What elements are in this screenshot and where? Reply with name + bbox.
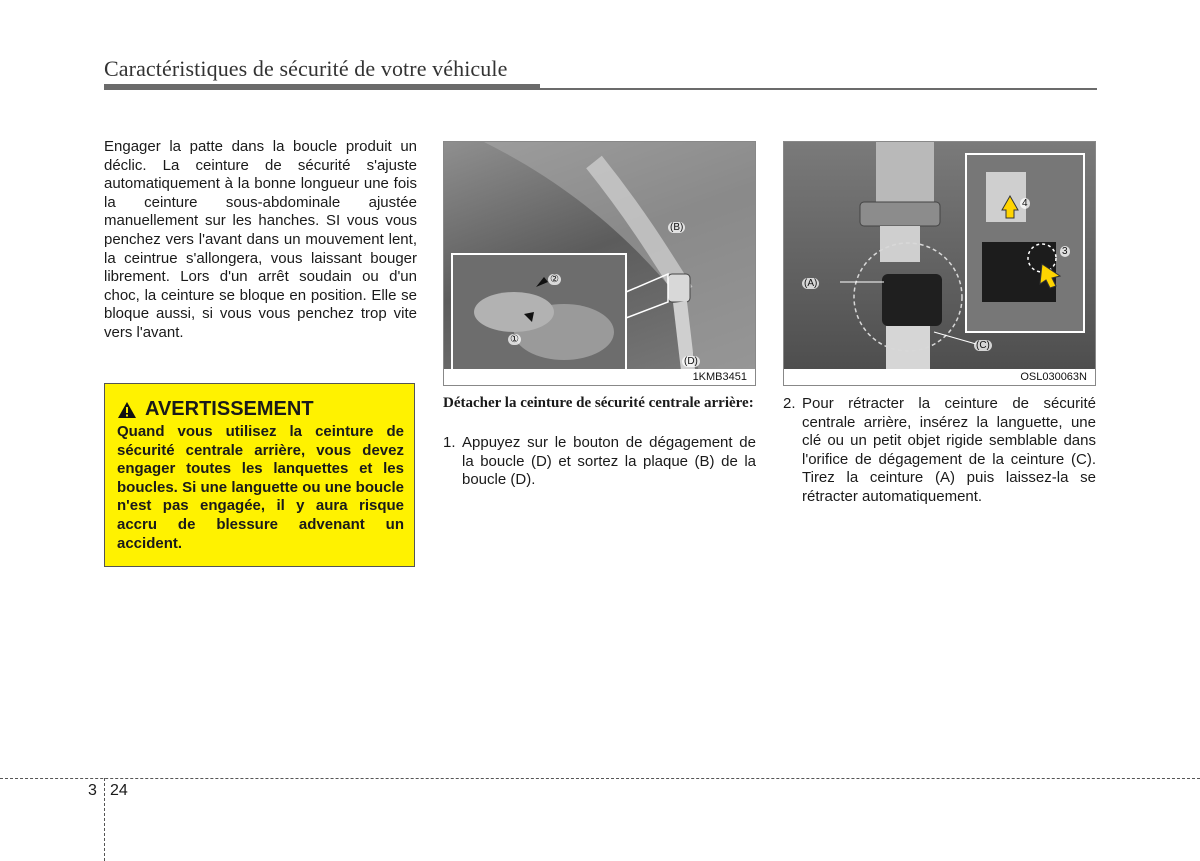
step-text: Pour rétracter la ceinture de sécurité centrale arrière, insérez la languette, une clé ou un petit objet rigide semblable dans l'orifice de dégagement de la ceinture (C). Tirez la ceinture (A) puis laissez-la se rétracter automatiquement. xyxy=(802,395,1096,505)
figure-belt-retract-photo xyxy=(783,141,1096,386)
figure-code: OSL030063N xyxy=(1020,371,1087,383)
warning-triangle-icon xyxy=(117,401,137,419)
callout-b: (B) xyxy=(670,222,684,233)
warning-box xyxy=(104,383,415,567)
callout-d: (D) xyxy=(684,356,698,367)
step-item xyxy=(443,434,756,490)
step-number: 1. xyxy=(443,434,456,451)
callout-2: ② xyxy=(550,274,559,285)
seatbelt-photo-illustration xyxy=(784,142,1096,386)
chapter-number: 3 xyxy=(88,782,97,799)
section-caption: Détacher la ceinture de sécurité centrale arrière: xyxy=(443,395,754,411)
warning-body: Quand vous utilisez la ceinture de sécurité centrale arrière, vous devez engager toutes les lanquettes et les boucles. Si une languette ou une boucle n'est pas engagée, il y aura risque accru de blessure advenant un accident. xyxy=(117,423,404,552)
header-rule-thick xyxy=(104,84,540,90)
figure-code: 1KMB3451 xyxy=(692,371,747,383)
page-header-title: Caractéristiques de sécurité de votre véhicule xyxy=(104,56,508,81)
step-number: 2. xyxy=(783,395,796,412)
step-text: Appuyez sur le bouton de dégagement de la boucle (D) et sortez la plaque (B) de la boucle (D). xyxy=(462,434,756,489)
footer-divider xyxy=(0,778,1200,779)
figure-buckle-release-photo xyxy=(443,141,756,386)
seatbelt-photo-illustration xyxy=(444,142,756,386)
callout-a: (A) xyxy=(804,278,818,289)
footer-vertical-divider xyxy=(104,778,105,861)
header-rule-thin xyxy=(540,88,1097,90)
callout-3: 3 xyxy=(1062,246,1068,257)
callout-4: 4 xyxy=(1022,198,1028,209)
warning-title: AVERTISSEMENT xyxy=(145,398,314,420)
page-number: 24 xyxy=(110,782,128,799)
warning-header xyxy=(117,398,404,421)
callout-1: ① xyxy=(510,334,519,345)
step-item xyxy=(783,395,1096,507)
callout-c: (C) xyxy=(976,340,990,351)
intro-paragraph: Engager la patte dans la boucle produit un déclic. La ceinture de sécurité s'ajuste automatiquement à la bonne longueur une fois la ceinture sous-abdominale ajustée manuellement sur les hanches. SI vous vous penchez vers l'avant dans un mouvement lent, la ceintrue s'allongera, vous laissant bouger librement. Lors d'un arrêt soudain ou d'un choc, la ceinture se bloque en position. Elle se bloque aussi, si vous vous penchez trop vite vers l'avant. xyxy=(104,138,417,341)
